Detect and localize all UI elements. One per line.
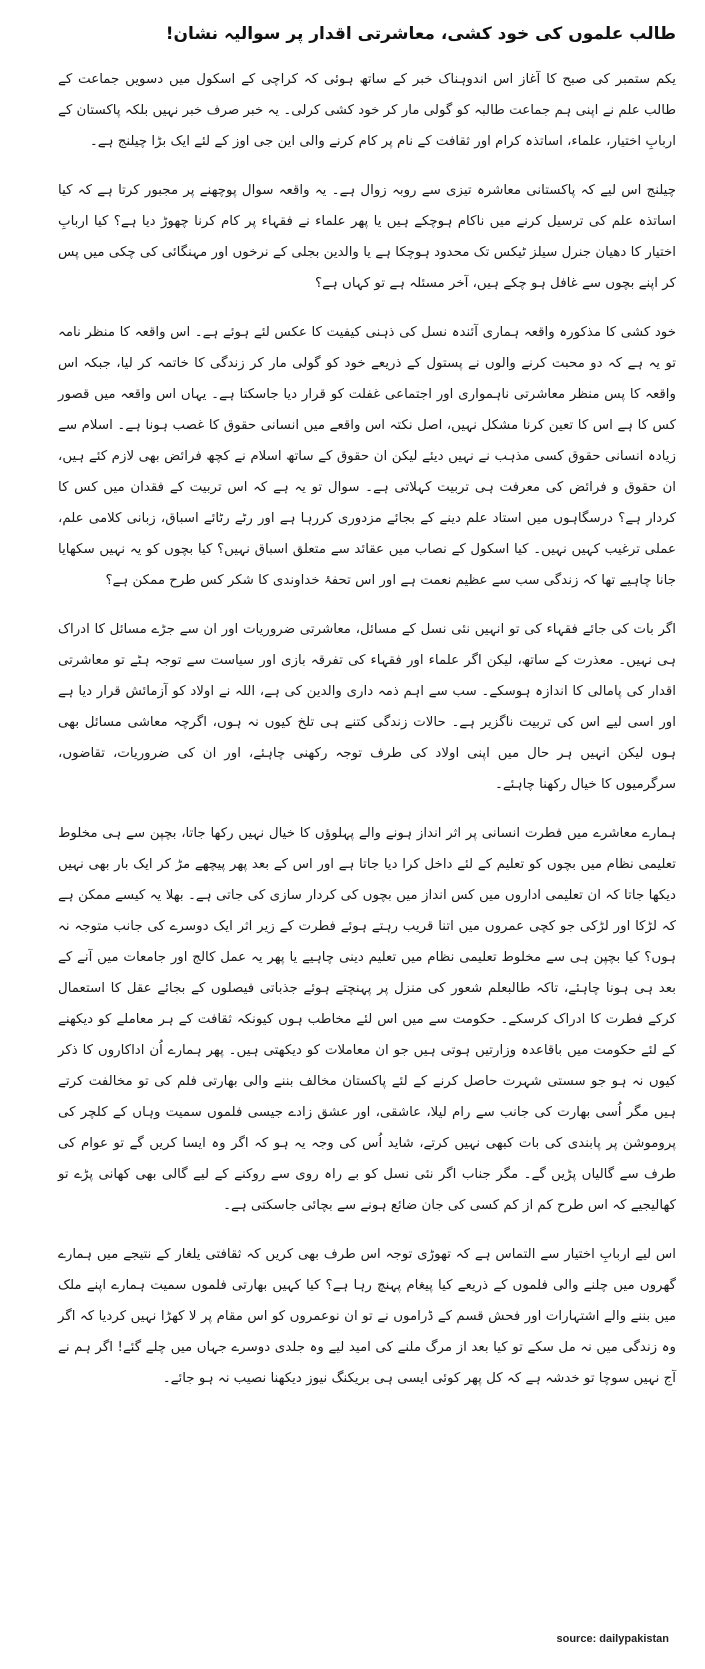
article-title: طالب علموں کی خود کشی، معاشرتی اقدار پر سوالیہ نشان!: [165, 24, 676, 44]
article-paragraph-6: اس لیے اربابِ اختیار سے التماس ہے کہ تھوڑی توجہ اس طرف بھی کریں کہ ثقافتی یلغار کے نتیجے میں ہمارے گھروں میں چلنے والی فلموں کے ذریعے کیا پیغام پہنچ رہا ہے؟ کیا کہیں بھارتی فلموں سمیت ہمارے اپنے ملک میں بننے والے اشتہارات اور فحش قسم کے ڈراموں نے تو ان نوعمروں کو اس مقام پر لا کھڑا نہیں کردیا کہ اگر وہ زندگی میں نہ مل سکے تو کیا بعد از مرگ ملنے کی امید لیے وہ جلدی دوسرے جہاں میں چلے گئے! اگر ہم نے آج نہیں سوچا تو خدشہ ہے کہ کل پھر کوئی ایسی ہی بریکنگ نیوز دیکھنا نصیب نہ ہو جائے۔: [58, 1247, 676, 1386]
article-paragraph-1: یکم ستمبر کی صبح کا آغاز اس اندوہناک خبر کے ساتھ ہوئی کہ کراچی کے اسکول میں دسویں جماعت کے طالب علم نے اپنی ہم جماعت طالبہ کو گولی مار کر خود کشی کرلی۔ یہ خبر صرف خبر نہیں بلکہ پاکستان کے اربابِ اختیار، علماء، اساتذہ کرام اور ثقافت کے نام پر کام کرنے والی این جی اوز کے لئے ایک بڑا چیلنج ہے۔: [58, 72, 676, 149]
source-credit: source: dailypakistan: [556, 1633, 669, 1645]
article-paragraph-2: چیلنج اس لیے کہ پاکستانی معاشرہ تیزی سے روبہ زوال ہے۔ یہ واقعہ سوال پوچھنے پر مجبور کرتا ہے کہ کیا اساتذہ علم کی ترسیل کرنے میں ناکام ہوچکے ہیں یا پھر علماء نے فقہاء پر کام کرنا چھوڑ دیا ہے؟ کیا اربابِ اختیار کا دھیان جنرل سیلز ٹیکس تک محدود ہوچکا ہے یا والدین بجلی کے نرخوں اور مہنگائی کی چکی میں پس کر اپنے بچوں سے غافل ہو چکے ہیں، آخر مسئلہ ہے تو کہاں ہے؟: [58, 183, 676, 291]
article-paragraph-3: خود کشی کا مذکورہ واقعہ ہماری آئندہ نسل کی ذہنی کیفیت کا عکس لئے ہوئے ہے۔ اس واقعہ کا منظر نامہ تو یہ ہے کہ دو محبت کرنے والوں نے پستول کے ذریعے خود کو گولی مار کر زندگی کا خاتمہ کر لیا، جبکہ اس واقعہ کا پس منظر معاشرتی ناہمواری اور اجتماعی غفلت کو قرار دیا جاسکتا ہے۔ یہاں اس واقعہ میں قصور کس کا ہے اس کا تعین کرنا مشکل نہیں، اصل نکتہ اس واقعے میں انسانی حقوق کا غصب ہونا ہے۔ اسلام سے زیادہ انسانی حقوق کسی مذہب نے نہیں دیئے لیکن ان حقوق کے ساتھ اسلام نے کچھ فرائض بھی لازم کئے ہیں، ان حقوق و فرائض کی معرفت ہی تربیت کہلاتی ہے۔ سوال تو یہ ہے کہ اس تربیت کے فقدان میں کس کا کردار ہے؟ درسگاہوں میں استاد علم دینے کے بجائے مزدوری کررہا ہے اور رٹے رٹائے اسباق، زبانی کلامی علم، عملی ترغیب کہیں نہیں۔ کیا اسکول کے نصاب میں عقائد سے متعلق اسباق نہیں؟ کیا بچوں کو یہ نہیں سکھایا جانا چاہیے تھا کہ زندگی سب سے عظیم نعمت ہے اور اس تحفۂ خداوندی کا شکر کس طرح ممکن ہے؟: [58, 325, 676, 588]
article-body: [58, 20, 676, 1412]
article-paragraph-4: اگر بات کی جائے فقہاء کی تو انہیں نئی نسل کے مسائل، معاشرتی ضروریات اور ان سے جڑے مسائل کا ادراک ہی نہیں۔ معذرت کے ساتھ، لیکن اگر علماء اور فقہاء کی تفرقہ بازی اور سیاست سے توجہ ہٹے تو معاشرتی اقدار کی پامالی کا اندازہ ہوسکے۔ سب سے اہم ذمہ داری والدین کی ہے، اللہ نے اولاد کو آزمائش قرار دیا ہے اور اسی لیے اس کی تربیت ناگزیر ہے۔ حالات زندگی کتنے ہی تلخ کیوں نہ ہوں، اگرچہ معاشی مسائل بھی ہوں لیکن انہیں ہر حال میں اپنی اولاد کی طرف توجہ رکھنی چاہئے، اور ان کی ضروریات، تقاضوں، سرگرمیوں کا خیال رکھنا چاہئے۔: [58, 622, 676, 792]
article-paragraph-5: ہمارے معاشرے میں فطرت انسانی پر اثر انداز ہونے والے پہلوؤں کا خیال نہیں رکھا جاتا، بچپن سے ہی مخلوط تعلیمی نظام میں بچوں کو تعلیم کے لئے داخل کرا دیا جاتا ہے اور اس کے بعد پھر پیچھے مڑ کر ایک بار بھی نہیں دیکھا جاتا کہ ان تعلیمی اداروں میں کس انداز میں بچوں کی کردار سازی کی جاتی ہے۔ بھلا یہ کیسے ممکن ہے کہ لڑکا اور لڑکی جو کچی عمروں میں اتنا قریب رہتے ہوئے فطرت کے زیر اثر ایک دوسرے کی جانب متوجہ نہ ہوں؟ کیا بچپن ہی سے مخلوط تعلیمی نظام میں تعلیم دینی چاہیے یا پھر یہ عمل کالج اور جامعات میں آنے کے بعد ہی ہونا چاہئے، تاکہ طالبعلم شعور کی منزل پر پہنچتے ہوئے جذباتی فیصلوں کے بجائے عقل کا استعمال کرکے فطرت کا ادراک کرسکے۔ حکومت سے میں اس لئے مخاطب ہوں کیونکہ ثقافت کے ہر معاملے کو دیکھنے کے لئے حکومت میں باقاعدہ وزارتیں ہوتی ہیں جو ان معاملات کو دیکھتی ہیں۔ پھر ہمارے اُن اداکاروں کا ذکر کیوں نہ ہو جو سستی شہرت حاصل کرنے کے لئے پاکستان مخالف بننے والی بھارتی فلم کی تو مخالفت کرتے ہیں مگر اُسی بھارت کی جانب سے رام لیلا، عاشقی، اور عشق زادے جیسی فلموں سمیت وہاں کے کلچر کی پروموشن پر پابندی کی بات کبھی نہیں کرتے، شاید اُس کی وجہ یہ ہو کہ اگر وہ ایسا کریں گے تو عوام کی طرف سے گالیاں پڑیں گے۔ مگر جناب اگر نئی نسل کو بے راہ روی سے روکنے کے لیے گالی بھی کھانی پڑے تو کھالیجیے کہ اس طرح کم از کم کسی کی جان ضائع ہونے سے بچائی جاسکتی ہے۔: [58, 826, 676, 1213]
